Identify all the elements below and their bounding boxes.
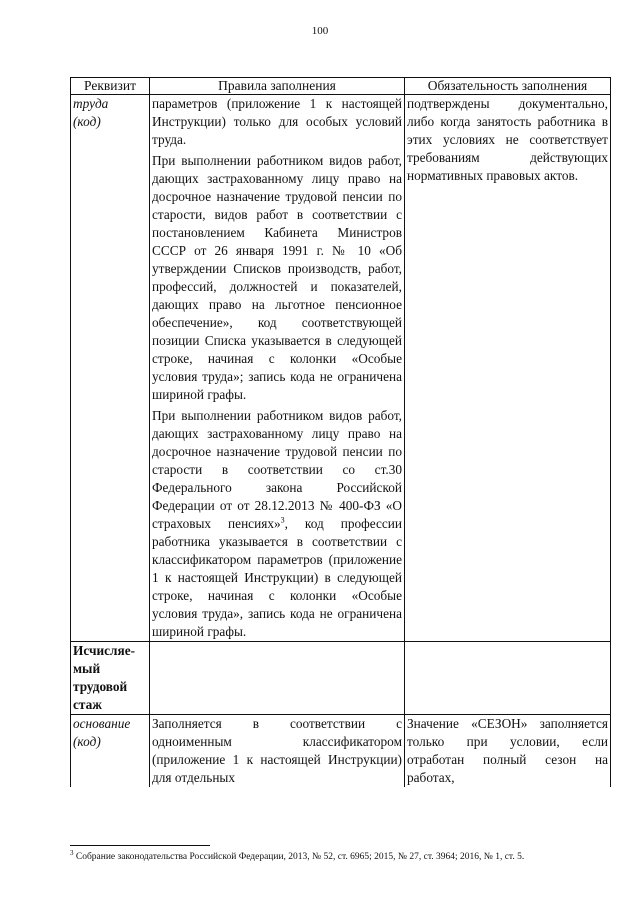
footnote-ref: 3 (280, 515, 285, 525)
rules-paragraph: При выполнении работником видов работ, дающих застрахованному лицу право на досрочное назначение трудовой пенсии по старости, видов работ в соответствии с постановлением Кабинета Министров СССР от 26 января 1991 г. № 10 «Об утверждении Списков производств, работ, профессий, должностей и показателей, дающих право на льготное пенсионное обеспечение», код соответствующей позиции Списка указывается в следующей строке, начиная с колонки «Особые условия труда»; запись кода не ограничена шириной графы. (152, 153, 402, 402)
page-number: 100 (311, 25, 329, 37)
rules-text: При выполнении работником видов работ, дающих застрахованному лицу право на досрочное назначение трудовой пенсии по старости в соответствии со ст.30 Федерального закона Российской Федерации от от 28.12.2013 № 400-ФЗ «О страховых пенсиях» (152, 408, 402, 531)
rekvizit-section-cell: Исчисляе- мый трудовой стаж (71, 642, 150, 715)
footnote-number: 3 (70, 848, 74, 857)
header-obligation: Обязательность заполнения (405, 78, 611, 95)
empty-cell (150, 642, 405, 715)
footnote (70, 848, 630, 863)
footnote-text: Собрание законодательства Российской Федерации, 2013, № 52, ст. 6965; 2015, № 27, ст. 3964; 2016, № 1, ст. 5. (73, 852, 525, 862)
table-row (71, 715, 611, 788)
rules-paragraph (152, 407, 402, 641)
footnote-divider (70, 845, 210, 846)
rekvizit-cell: труда (код) (71, 95, 150, 642)
table-row (71, 642, 611, 715)
rekvizit-cell: основание (код) (71, 715, 150, 788)
rules-text: , код профессии работника указывается в соответствии с классификатором параметров (приложение 1 к настоящей Инструкции) в следующей строке, начиная с колонки «Особые условия труда», запись кода не ограничена шириной графы. (152, 516, 403, 639)
rules-paragraph: параметров (приложение 1 к настоящей Инструкции) только для особых условий труда. (152, 96, 402, 147)
requisites-table (70, 77, 611, 787)
empty-cell (405, 642, 611, 715)
obligation-cell: подтверждены документально, либо когда занятость работника в этих условиях не соответствует требованиям действующих нормативных правовых актов. (405, 95, 611, 642)
table-row (71, 95, 611, 642)
rules-cell (150, 95, 405, 642)
table-header-row (71, 78, 611, 95)
header-rekvizit: Реквизит (71, 78, 150, 95)
header-rules: Правила заполнения (150, 78, 405, 95)
obligation-cell: Значение «СЕЗОН» заполняется только при условии, если отработан полный сезон на работах, (405, 715, 611, 788)
rules-cell: Заполняется в соответствии с одноименным классификатором (приложение 1 к настоящей Инструкции) для отдельных (150, 715, 405, 788)
